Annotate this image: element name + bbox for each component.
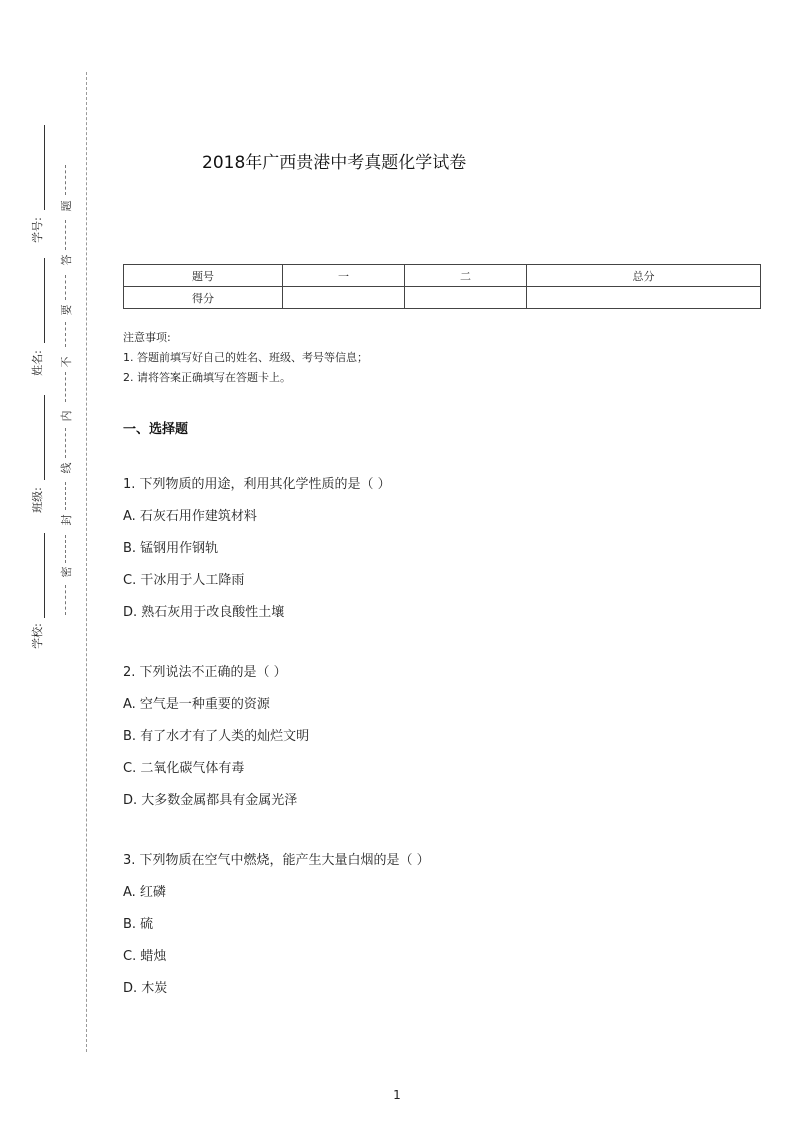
seal-dots <box>65 372 66 402</box>
question-option[interactable]: D. 熟石灰用于改良酸性土壤 <box>123 605 285 620</box>
class-rule <box>44 395 45 480</box>
score-table-header-row <box>124 265 761 287</box>
notice-heading: 注意事项: <box>123 331 171 344</box>
question-option[interactable]: D. 大多数金属都具有金属光泽 <box>123 793 298 808</box>
page-number: 1 <box>393 1088 401 1102</box>
seal-dots <box>65 482 66 510</box>
seal-char: 线 <box>60 462 73 474</box>
question-option[interactable]: C. 干冰用于人工降雨 <box>123 573 245 588</box>
name-label: 姓名: <box>31 350 44 376</box>
section-title: 一、选择题 <box>123 422 189 437</box>
seal-dots <box>65 535 66 563</box>
question-stem: 1. 下列物质的用途，利用其化学性质的是（ ） <box>123 477 391 492</box>
question-option[interactable]: A. 红磷 <box>123 885 166 900</box>
question-option[interactable]: C. 蜡烛 <box>123 949 167 964</box>
score-header-cell: 题号 <box>124 265 283 287</box>
score-input-cell[interactable] <box>405 287 527 309</box>
seal-dots <box>65 428 66 458</box>
question-stem: 3. 下列物质在空气中燃烧，能产生大量白烟的是（ ） <box>123 853 430 868</box>
score-input-cell[interactable] <box>283 287 405 309</box>
notice-item: 2. 请将答案正确填写在答题卡上。 <box>123 371 291 384</box>
score-table <box>123 264 761 309</box>
exam-title: 2018年广西贵港中考真题化学试卷 <box>202 153 467 173</box>
question-option[interactable]: D. 木炭 <box>123 981 168 996</box>
school-rule <box>44 533 45 618</box>
seal-char: 答 <box>60 254 73 266</box>
class-label: 班级: <box>31 487 44 513</box>
seal-dots <box>65 585 66 615</box>
question-option[interactable]: A. 空气是一种重要的资源 <box>123 697 270 712</box>
seal-dots <box>65 275 66 300</box>
score-table-score-row <box>124 287 761 309</box>
school-label: 学校: <box>31 623 44 649</box>
student-no-rule <box>44 125 45 210</box>
score-header-cell: 总分 <box>527 265 761 287</box>
question-option[interactable]: A. 石灰石用作建筑材料 <box>123 509 257 524</box>
score-header-cell: 一 <box>283 265 405 287</box>
question-option[interactable]: C. 二氧化碳气体有毒 <box>123 761 245 776</box>
seal-char: 要 <box>60 304 73 316</box>
notice-block <box>123 328 368 388</box>
question-stem: 2. 下列说法不正确的是（ ） <box>123 665 287 680</box>
seal-char: 内 <box>60 410 73 422</box>
score-header-cell: 二 <box>405 265 527 287</box>
score-input-cell[interactable] <box>527 287 761 309</box>
seal-char: 题 <box>60 200 73 212</box>
question-option[interactable]: B. 有了水才有了人类的灿烂文明 <box>123 729 310 744</box>
seal-dots <box>65 220 66 250</box>
name-rule <box>44 258 45 343</box>
seal-char: 不 <box>60 356 73 368</box>
question-option[interactable]: B. 锰钢用作钢轨 <box>123 541 219 556</box>
score-row-label: 得分 <box>124 287 283 309</box>
notice-item: 1. 答题前填写好自己的姓名、班级、考号等信息； <box>123 351 368 364</box>
seal-char: 密 <box>60 566 73 578</box>
question-option[interactable]: B. 硫 <box>123 917 154 932</box>
binding-dashed-line <box>86 72 87 1052</box>
seal-dots <box>65 322 66 347</box>
seal-char: 封 <box>60 514 73 526</box>
seal-dots <box>65 165 66 195</box>
student-no-label: 学号: <box>31 217 44 243</box>
